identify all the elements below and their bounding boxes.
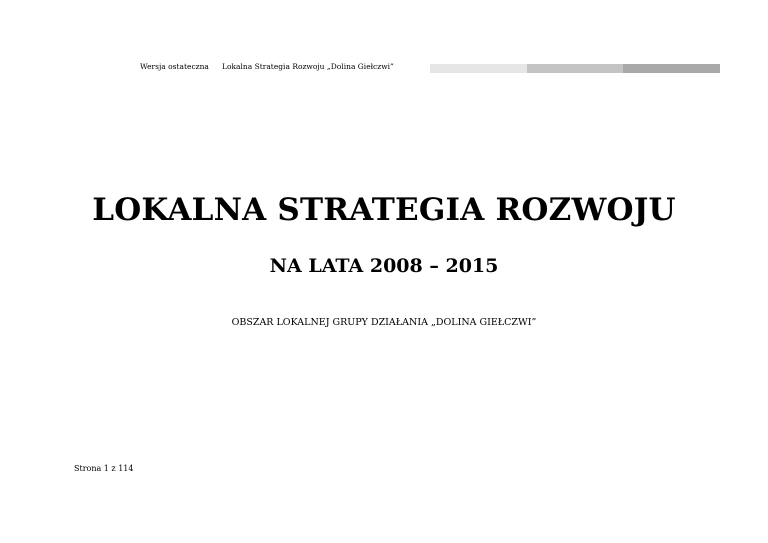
header-bar-light <box>430 64 527 73</box>
page-number: Strona 1 z 114 <box>74 464 134 473</box>
header-bar-dark <box>623 64 720 73</box>
document-subtitle: NA LATA 2008 – 2015 <box>269 255 499 277</box>
header-decorative-bars <box>430 64 720 73</box>
document-area: OBSZAR LOKALNEJ GRUPY DZIAŁANIA „DOLINA GIEŁCZWI” <box>231 317 537 328</box>
header-bar-medium <box>527 64 624 73</box>
header-document-name: Lokalna Strategia Rozwoju „Dolina Giełczwi” <box>222 62 394 71</box>
header-version-label: Wersja ostateczna <box>140 62 209 71</box>
document-title: LOKALNA STRATEGIA ROZWOJU <box>92 192 676 228</box>
